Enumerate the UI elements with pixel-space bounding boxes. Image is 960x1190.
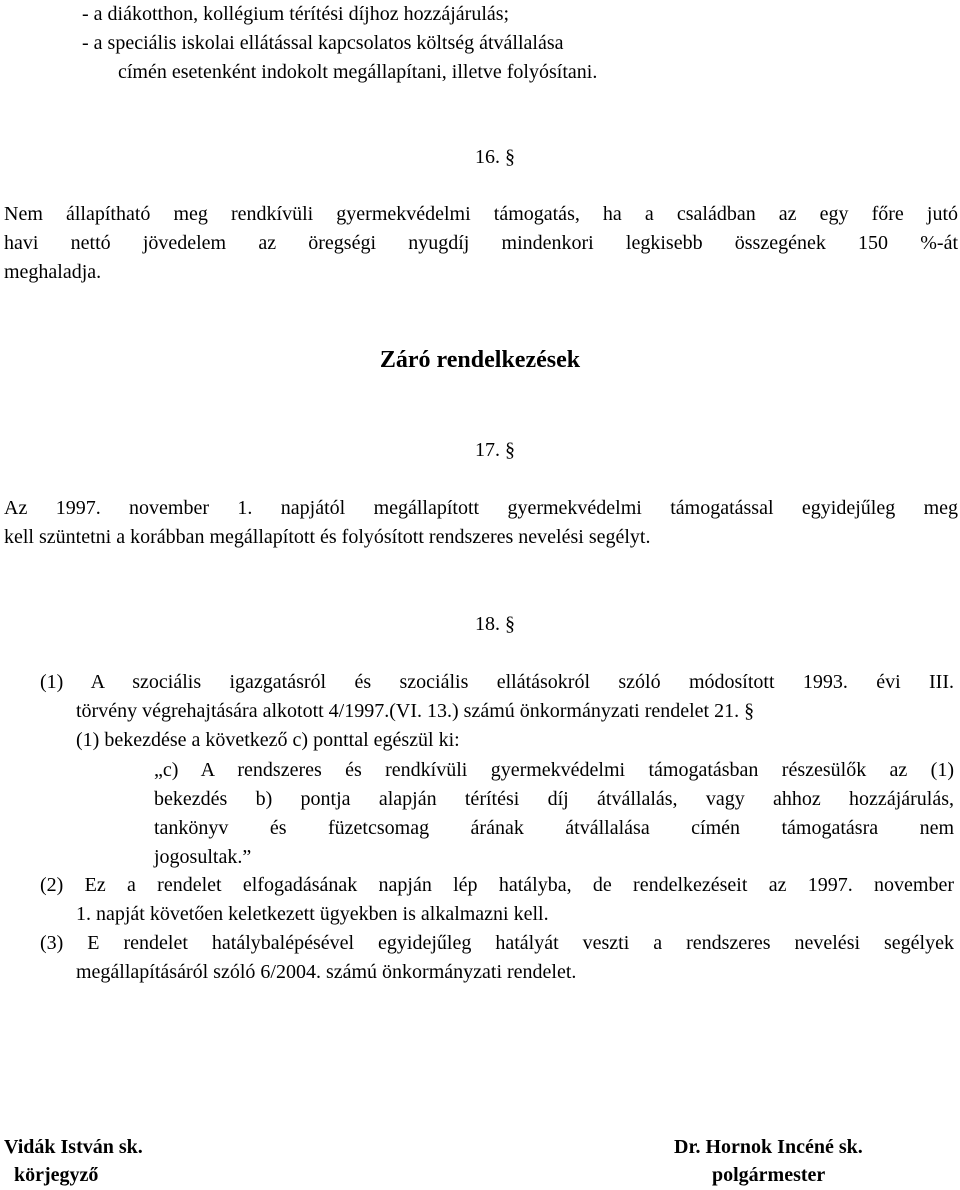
list-item: - a speciális iskolai ellátással kapcsolatos költség átvállalása	[82, 32, 564, 54]
section-16-line: havi nettó jövedelem az öregségi nyugdíj mindenkori legkisebb összegének 150 %-át	[4, 232, 958, 254]
quoted-amendment-line: „c) A rendszeres és rendkívüli gyermekvédelmi támogatásban részesülők az (1)	[154, 759, 954, 781]
quoted-amendment-line: tankönyv és füzetcsomag árának átvállalása címén támogatásra nem	[154, 817, 954, 839]
closing-provisions-heading: Záró rendelkezések	[379, 347, 581, 373]
section-16-line: Nem állapítható meg rendkívüli gyermekvédelmi támogatás, ha a családban az egy főre jutó	[4, 203, 958, 225]
signature-right-title: polgármester	[712, 1164, 826, 1186]
section-16-line: meghaladja.	[4, 261, 102, 283]
section-17-line: kell szüntetni a korábban megállapított és folyósított rendszeres nevelési segélyt.	[4, 526, 651, 548]
section-18-number: 18. §	[475, 613, 515, 635]
list-item: - a diákotthon, kollégium térítési díjhoz hozzájárulás;	[82, 3, 510, 25]
quoted-amendment-line: bekezdés b) pontja alapján térítési díj átvállalás, vagy ahhoz hozzájárulás,	[154, 788, 954, 810]
section-16-number: 16. §	[475, 146, 515, 168]
section-18-paragraph-1: (1) A szociális igazgatásról és szociális ellátásokról szóló módosított 1993. évi III.	[40, 671, 954, 693]
section-17-number: 17. §	[475, 439, 515, 461]
section-18-paragraph-2: (2) Ez a rendelet elfogadásának napján lép hatályba, de rendelkezéseit az 1997. november	[40, 874, 954, 896]
quoted-amendment-line: jogosultak.”	[154, 846, 252, 868]
section-18-paragraph-3: megállapításáról szóló 6/2004. számú önkormányzati rendelet.	[76, 961, 577, 983]
list-item-continuation: címén esetenként indokolt megállapítani, illetve folyósítani.	[118, 61, 598, 83]
section-18-paragraph-1: törvény végrehajtására alkotott 4/1997.(VI. 13.) számú önkormányzati rendelet 21. §	[76, 700, 755, 722]
signature-right-name: Dr. Hornok Incéné sk.	[674, 1136, 863, 1158]
signature-left-title: körjegyző	[14, 1164, 99, 1186]
section-18-paragraph-2: 1. napját követően keletkezett ügyekben is alkalmazni kell.	[76, 903, 549, 925]
section-18-paragraph-3: (3) E rendelet hatálybalépésével egyidejűleg hatályát veszti a rendszeres nevelési segélyek	[40, 932, 954, 954]
section-17-line: Az 1997. november 1. napjától megállapított gyermekvédelmi támogatással egyidejűleg meg	[4, 497, 958, 519]
signature-left-name: Vidák István sk.	[4, 1136, 143, 1158]
section-18-paragraph-1: (1) bekezdése a következő c) ponttal egészül ki:	[76, 729, 460, 751]
